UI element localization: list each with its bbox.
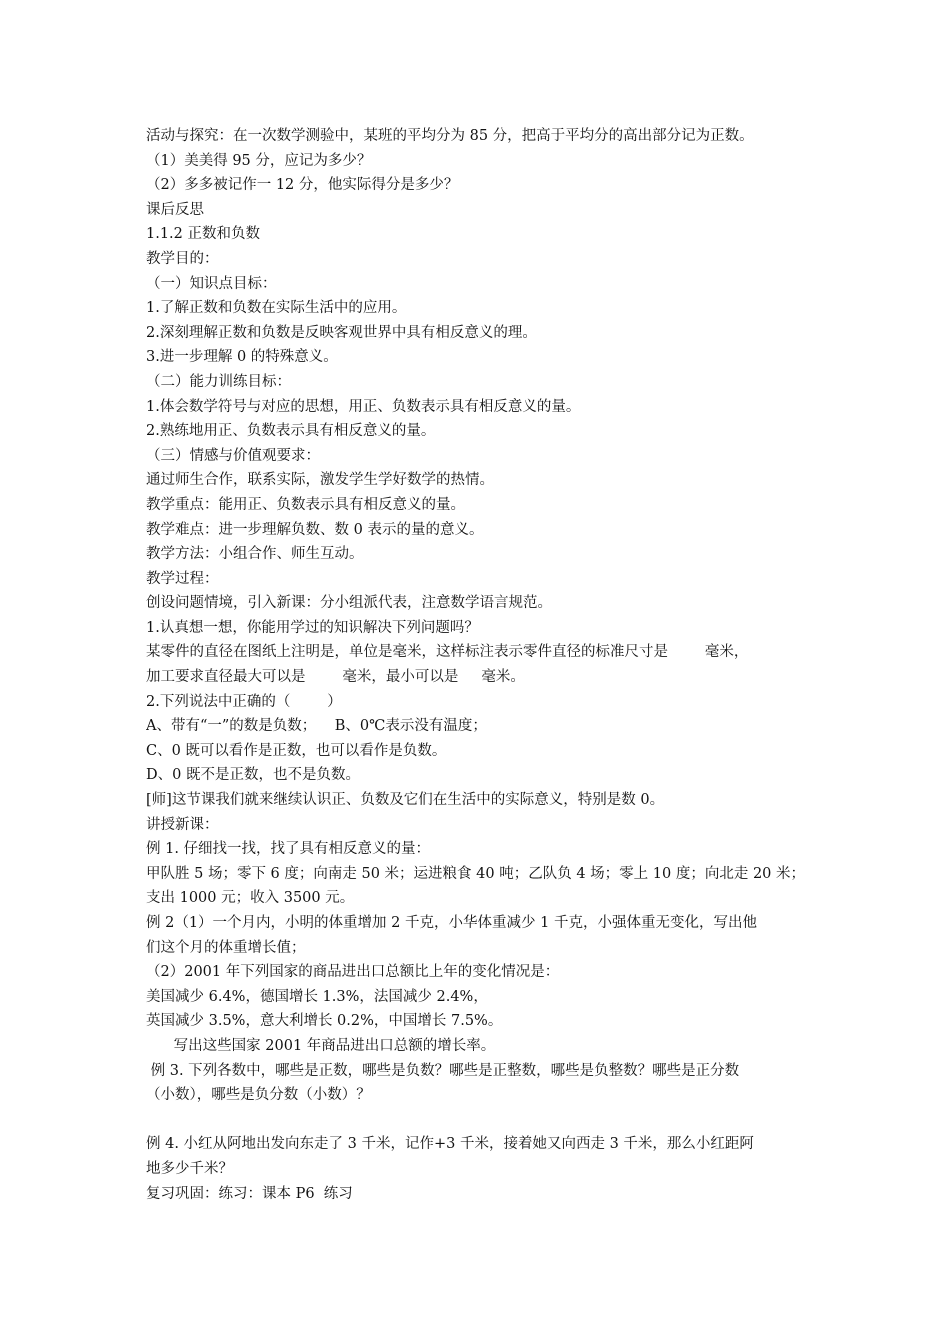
text-line: 教学目的： <box>146 250 219 267</box>
text-line: 创设问题情境，引入新课：分小组派代表，注意数学语言规范。 <box>146 595 552 612</box>
text-line: （2）多多被记作一 12 分，他实际得分是多少？ <box>146 177 459 194</box>
text-line: 例 4. 小红从阿地出发向东走了 3 千米，记作+3 千米，接着她又向西走 3 千米，那么小红距阿 <box>146 1136 754 1153</box>
text-line: 1.认真想一想，你能用学过的知识解决下列问题吗？ <box>146 619 479 636</box>
text-line: （2）2001 年下列国家的商品进出口总额比上年的变化情况是： <box>146 964 560 981</box>
text-line: （二）能力训练目标： <box>146 373 291 390</box>
text-line: 教学过程： <box>146 570 219 587</box>
text-line: 1.体会数学符号与对应的思想，用正、负数表示具有相反意义的量。 <box>146 398 581 415</box>
text-line: （1）美美得 95 分，应记为多少？ <box>146 152 372 169</box>
text-line: D、0 既不是正数，也不是负数。 <box>146 767 360 784</box>
text-line: 1.了解正数和负数在实际生活中的应用。 <box>146 300 407 317</box>
text-line: 3.进一步理解 0 的特殊意义。 <box>146 349 338 366</box>
text-line: 通过师生合作，联系实际，激发学生学好数学的热情。 <box>146 472 494 489</box>
text-line: 2.熟练地用正、负数表示具有相反意义的量。 <box>146 423 436 440</box>
text-line: 例 3. 下列各数中，哪些是正数，哪些是负数？哪些是正整数，哪些是负整数？哪些是正分数 <box>146 1062 740 1079</box>
text-line: 加工要求直径最大可以是 毫米，最小可以是 毫米。 <box>146 669 525 686</box>
text-line: 甲队胜 5 场；零下 6 度；向南走 50 米；运进粮食 40 吨；乙队负 4 场；零上 10 度；向北走 20 米； <box>146 865 806 882</box>
text-line: 例 1. 仔细找一找，找了具有相反意义的量： <box>146 841 431 858</box>
text-line: 英国减少 3.5%，意大利增长 0.2%，中国增长 7.5%。 <box>146 1013 503 1030</box>
text-line: 教学难点：进一步理解负数、数 0 表示的量的意义。 <box>146 521 484 538</box>
text-line: 教学重点：能用正、负数表示具有相反意义的量。 <box>146 496 465 513</box>
text-line: 们这个月的体重增长值； <box>146 939 306 956</box>
text-line: 1.1.2 正数和负数 <box>146 226 261 243</box>
text-line: （一）知识点目标： <box>146 275 277 292</box>
text-line: C、0 既可以看作是正数，也可以看作是负数。 <box>146 742 447 759</box>
text-line: 课后反思 <box>146 201 204 218</box>
text-line: （小数），哪些是负分数（小数）？ <box>146 1087 371 1104</box>
text-line: 写出这些国家 2001 年商品进出口总额的增长率。 <box>146 1037 496 1054</box>
text-line: 例 2（1）一个月内，小明的体重增加 2 千克，小华体重减少 1 千克，小强体重无变化，写出他 <box>146 915 757 931</box>
text-line: A、带有“一”的数是负数； B、0℃表示没有温度； <box>146 718 487 735</box>
document-body <box>146 124 826 1206</box>
text-line: 美国减少 6.4%，德国增长 1.3%，法国减少 2.4%， <box>146 988 488 1005</box>
text-line: 地多少千米？ <box>146 1160 233 1177</box>
text-line: 2.下列说法中正确的（ ） <box>146 693 342 710</box>
text-line: [师]这节课我们就来继续认识正、负数及它们在生活中的实际意义，特别是数 0。 <box>146 792 665 809</box>
text-line: 讲授新课： <box>146 816 219 833</box>
text-line: 复习巩固：练习：课本 P6 练习 <box>146 1185 353 1202</box>
text-line: 2.深刻理解正数和负数是反映客观世界中具有相反意义的理。 <box>146 324 537 341</box>
blank-line <box>146 1108 826 1133</box>
text-line: 支出 1000 元；收入 3500 元。 <box>146 890 355 907</box>
text-line: （三）情感与价值观要求： <box>146 447 320 464</box>
text-line: 活动与探究：在一次数学测验中，某班的平均分为 85 分，把高于平均分的高出部分记为正数。 <box>146 128 754 144</box>
text-line: 教学方法：小组合作、师生互动。 <box>146 546 364 563</box>
text-line: 某零件的直径在图纸上注明是，单位是毫米，这样标注表示零件直径的标准尺寸是 毫米， <box>146 644 749 661</box>
